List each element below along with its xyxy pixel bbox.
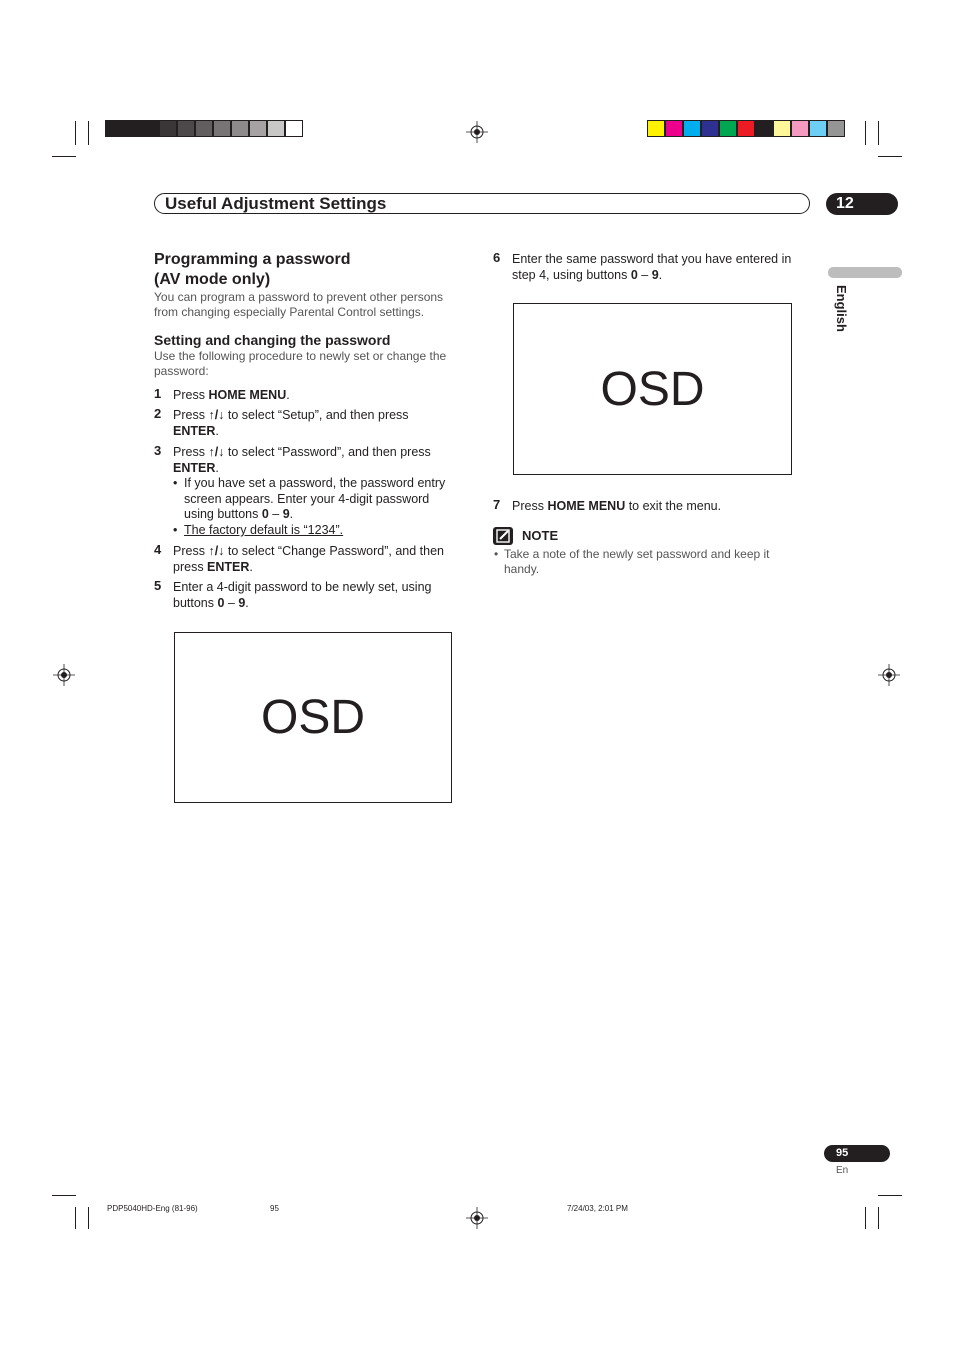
- crop-mark: [88, 1207, 89, 1229]
- osd-screen-placeholder: [174, 632, 452, 803]
- section-intro-line1: You can program a password to prevent other persons: [154, 290, 444, 304]
- language-tab: [828, 267, 902, 278]
- step-3-bullet-2: • The factory default is “1234”.: [173, 523, 344, 537]
- step-7-text: Press HOME MENU to exit the menu.: [512, 499, 722, 513]
- step-4-text: Press ↑/↓ to select “Change Password”, and then press ENTER.: [173, 544, 444, 574]
- subsection-title: Setting and changing the password: [154, 332, 391, 348]
- crop-mark: [878, 156, 902, 157]
- color-swatch: [791, 120, 809, 137]
- note-text: • Take a note of the newly set password and keep it handy.: [494, 547, 770, 576]
- color-swatch: [773, 120, 791, 137]
- osd-screen-placeholder: [513, 303, 792, 475]
- step-number: 2: [154, 406, 162, 421]
- grayscale-color-bar: [105, 120, 303, 137]
- step-number: 1: [154, 386, 162, 401]
- color-swatch: [719, 120, 737, 137]
- registration-mark-icon: [466, 1207, 488, 1229]
- page-number-badge: 95: [824, 1145, 890, 1162]
- color-swatch: [647, 120, 665, 137]
- crop-mark: [865, 121, 866, 145]
- step-5-text: Enter a 4-digit password to be newly set, using buttons 0 – 9.: [173, 580, 432, 610]
- crop-mark: [88, 121, 89, 145]
- crop-mark: [52, 1195, 76, 1196]
- crop-mark: [878, 121, 879, 145]
- section-programming-password: [154, 250, 474, 320]
- color-swatch: [159, 120, 177, 137]
- footer-date: 7/24/03, 2:01 PM: [567, 1204, 628, 1213]
- color-swatch: [701, 120, 719, 137]
- up-down-arrow-icon: ↑/↓: [208, 445, 225, 459]
- color-swatch: [123, 120, 141, 137]
- step-1-text: Press HOME MENU.: [173, 388, 290, 402]
- crop-mark: [52, 156, 76, 157]
- up-down-arrow-icon: ↑/↓: [208, 408, 225, 422]
- registration-mark-icon: [53, 664, 75, 686]
- language-label: English: [834, 285, 849, 332]
- note-pencil-icon: [493, 527, 513, 545]
- color-swatch: [267, 120, 285, 137]
- footer-file-name: PDP5040HD-Eng (81-96): [107, 1204, 198, 1213]
- chapter-number-badge: 12: [826, 193, 898, 215]
- registration-mark-icon: [878, 664, 900, 686]
- footer-page-number: 95: [270, 1204, 279, 1213]
- up-down-arrow-icon: ↑/↓: [208, 544, 225, 558]
- color-swatch: [249, 120, 267, 137]
- color-swatch: [177, 120, 195, 137]
- crop-mark: [75, 121, 76, 145]
- step-number: 7: [493, 497, 501, 512]
- step-number: 4: [154, 542, 162, 557]
- color-swatch: [827, 120, 845, 137]
- step-3-bullet-1: • If you have set a password, the password entry screen appears. Enter your 4-digit password using buttons 0 – 9.: [173, 476, 446, 521]
- subsection-intro-line2: password:: [154, 364, 209, 378]
- section-intro-line2: from changing especially Parental Control settings.: [154, 305, 425, 319]
- osd-label: OSD: [600, 362, 705, 416]
- step-6-text: Enter the same password that you have entered in step 4, using buttons 0 – 9.: [512, 252, 792, 282]
- step-2-text: Press ↑/↓ to select “Setup”, and then press ENTER.: [173, 408, 409, 438]
- color-swatch: [105, 120, 123, 137]
- process-color-bar: [647, 120, 845, 137]
- section-title-line1: Programming a password: [154, 251, 351, 268]
- color-swatch: [683, 120, 701, 137]
- color-swatch: [665, 120, 683, 137]
- color-swatch: [195, 120, 213, 137]
- crop-mark: [865, 1207, 866, 1229]
- registration-mark-icon: [466, 121, 488, 143]
- step-number: 6: [493, 250, 501, 265]
- color-swatch: [737, 120, 755, 137]
- color-swatch: [809, 120, 827, 137]
- step-3-text: Press ↑/↓ to select “Password”, and then press ENTER.: [173, 445, 431, 475]
- note-title: NOTE: [522, 528, 559, 543]
- section-setting-password: [154, 331, 474, 379]
- page-language-code: En: [836, 1165, 849, 1176]
- color-swatch: [141, 120, 159, 137]
- color-swatch: [285, 120, 303, 137]
- osd-label: OSD: [260, 691, 365, 744]
- color-swatch: [213, 120, 231, 137]
- color-swatch: [755, 120, 773, 137]
- step-number: 3: [154, 443, 162, 458]
- subsection-intro-line1: Use the following procedure to newly set or change the: [154, 349, 447, 363]
- step-number: 5: [154, 578, 162, 593]
- section-title-line2: (AV mode only): [154, 271, 271, 288]
- crop-mark: [75, 1207, 76, 1229]
- crop-mark: [878, 1195, 902, 1196]
- section-header-title: Useful Adjustment Settings: [165, 194, 387, 213]
- crop-mark: [878, 1207, 879, 1229]
- color-swatch: [231, 120, 249, 137]
